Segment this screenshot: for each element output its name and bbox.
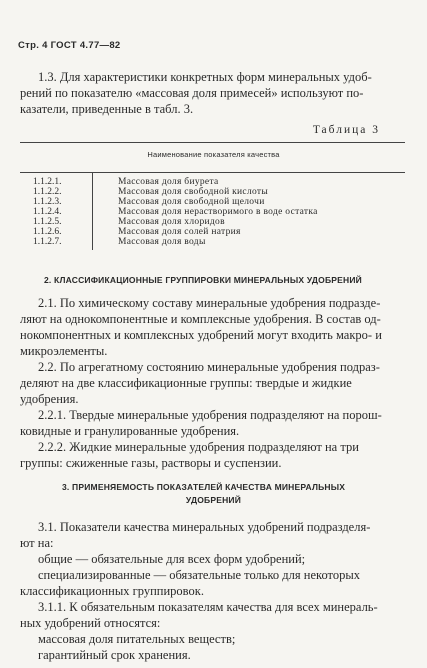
section-2-line: ляют на однокомпонентные и комплексные удобрения. В состав од-: [20, 312, 381, 326]
section-2-line: ковидные и гранулированные удобрения.: [20, 424, 240, 438]
table-row-name: Массовая доля воды: [118, 237, 206, 247]
section-2-line: 2.2.1. Твердые минеральные удобрения подразделяют на порош-: [38, 408, 382, 422]
table-row-num: 1.1.2.7.: [33, 237, 62, 247]
table-row-num: 1.1.2.5.: [33, 217, 62, 227]
section-3-heading: 3. ПРИМЕНЯЕМОСТЬ ПОКАЗАТЕЛЕЙ КАЧЕСТВА МИНЕРАЛЬНЫХ: [62, 482, 346, 492]
section-3-line: классификационных группировок.: [20, 584, 204, 598]
table-column-divider: [92, 172, 93, 250]
table-row-name: Массовая доля свободной кислоты: [118, 187, 269, 197]
section-2-line: микроэлементы.: [20, 344, 108, 358]
section-2-line: 2.2.2. Жидкие минеральные удобрения подразделяют на три: [38, 440, 359, 454]
section-3-heading-cont: УДОБРЕНИЙ: [185, 495, 242, 505]
section-2-line: удобрения.: [20, 392, 79, 406]
table-row-name: Массовая доля солей натрия: [118, 227, 241, 237]
section-3-line: общие — обязательные для всех форм удобрений;: [38, 552, 306, 566]
table-row-num: 1.1.2.3.: [33, 197, 62, 207]
section-3-line: специализированные — обязательные только для некоторых: [38, 568, 360, 582]
intro-line-1: 1.3. Для характеристики конкретных форм минеральных удоб-: [38, 70, 372, 84]
section-3-line: 3.1. Показатели качества минеральных удобрений подразделя-: [38, 520, 371, 534]
table-column-header: Наименование показателя качества: [147, 150, 280, 159]
page-header: Стр. 4 ГОСТ 4.77—82: [18, 40, 121, 51]
table-caption: Таблица 3: [312, 124, 380, 136]
table-top-rule: [20, 142, 405, 143]
section-2-line: группы: сжиженные газы, растворы и суспензии.: [20, 456, 282, 470]
section-3-line: массовая доля питательных веществ;: [38, 632, 236, 646]
section-2-line: деляют на две классификационные группы: твердые и жидкие: [20, 376, 352, 390]
section-2-line: нокомпонентных и комплексных удобрений могут входить макро- и: [20, 328, 382, 342]
table-row-num: 1.1.2.1.: [33, 177, 62, 187]
section-3-line: гарантийный срок хранения.: [38, 648, 191, 662]
table-row-num: 1.1.2.4.: [33, 207, 62, 217]
section-2-line: 2.1. По химическому составу минеральные удобрения подразде-: [38, 296, 381, 310]
table-row-num: 1.1.2.2.: [33, 187, 62, 197]
section-3-line: 3.1.1. К обязательным показателям качества для всех минераль-: [38, 600, 378, 614]
table-row-name: Массовая доля свободной щелочи: [118, 197, 265, 207]
table-row-name: Массовая доля хлоридов: [118, 217, 225, 227]
table-row-num: 1.1.2.6.: [33, 227, 62, 237]
table-header-rule: [20, 172, 405, 173]
intro-line-3: казатели, приведенные в табл. 3.: [20, 102, 194, 116]
intro-line-2: рений по показателю «массовая доля примесей» используют по-: [20, 86, 364, 100]
section-2-heading: 2. КЛАССИФИКАЦИОННЫЕ ГРУППИРОВКИ МИНЕРАЛЬНЫХ УДОБРЕНИЙ: [44, 275, 362, 285]
table-row-name: Массовая доля биурета: [118, 177, 219, 187]
section-2-line: 2.2. По агрегатному состоянию минеральные удобрения подраз-: [38, 360, 380, 374]
section-3-line: ных удобрений относятся:: [20, 616, 161, 630]
table-row-name: Массовая доля нерастворимого в воде остатка: [118, 207, 318, 217]
section-3-line: ют на:: [20, 536, 54, 550]
